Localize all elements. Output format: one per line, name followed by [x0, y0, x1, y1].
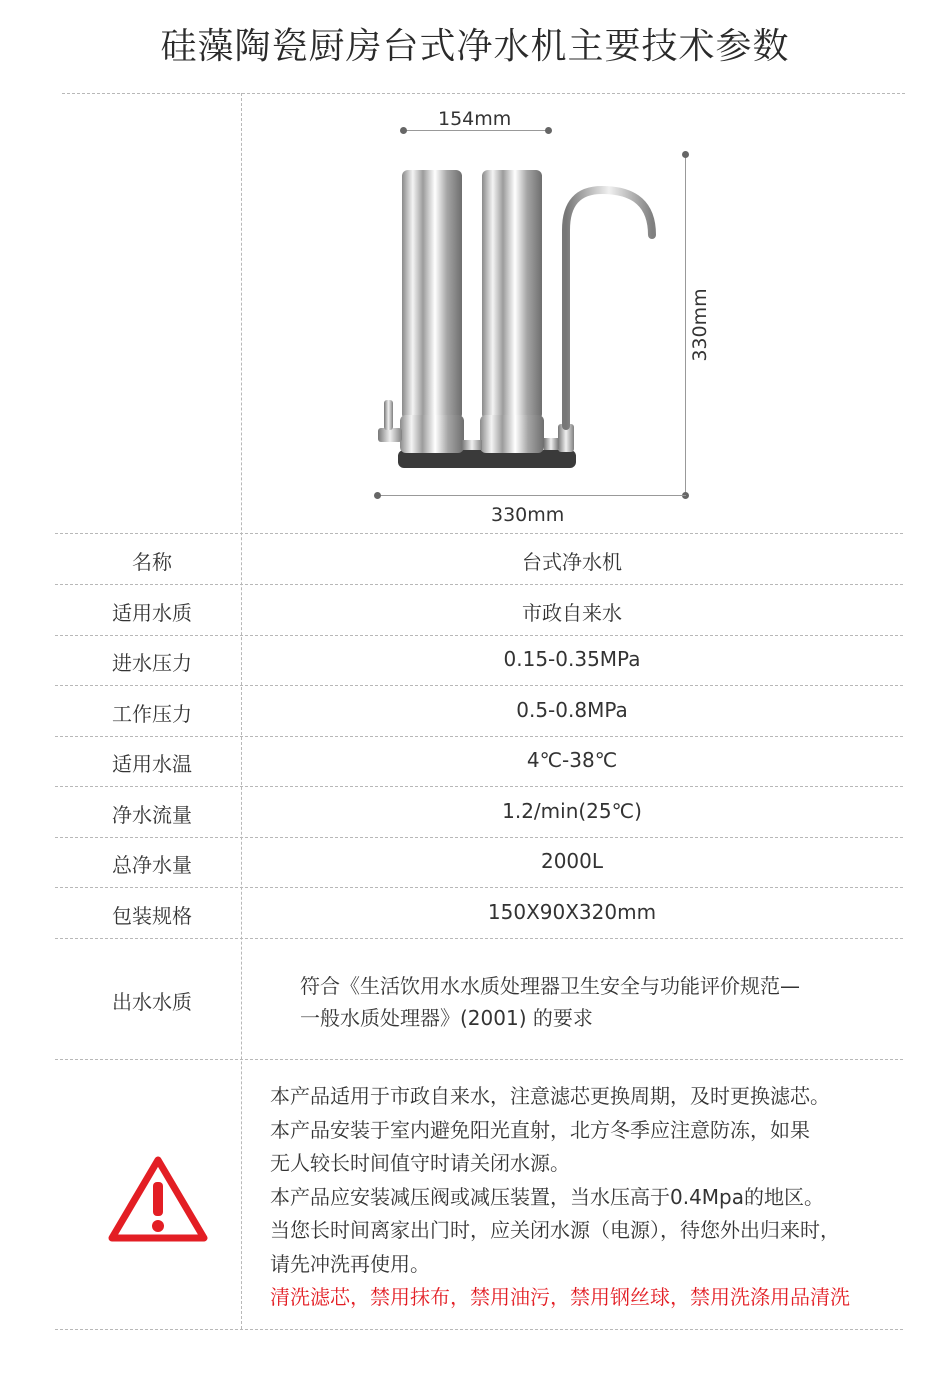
height-dimension-label: 330mm — [689, 288, 711, 362]
spec-label-total-volume: 总净水量 — [112, 853, 192, 877]
divider — [55, 533, 903, 534]
spec-label-water-temp: 适用水温 — [112, 752, 192, 776]
spec-value-water-type: 市政自来水 — [522, 601, 622, 625]
dimension-dot — [400, 127, 407, 134]
spec-value-flow-rate: 1.2/min(25℃) — [502, 799, 642, 823]
spec-label-water-quality: 出水水质 — [112, 990, 192, 1014]
spec-value-inlet-pressure: 0.15-0.35MPa — [503, 647, 641, 671]
base-dimension-line — [378, 495, 686, 496]
page-title: 硅藻陶瓷厨房台式净水机主要技术参数 — [160, 26, 790, 67]
divider — [55, 887, 903, 888]
note-line: 本产品应安装减压阀或减压装置，当水压高于0.4Mpa的地区。 — [270, 1184, 825, 1209]
note-line: 本产品安装于室内避免阳光直射，北方冬季应注意防冻，如果 — [270, 1117, 810, 1142]
warning-icon — [106, 1154, 210, 1246]
dimension-dot — [545, 127, 552, 134]
divider — [55, 584, 903, 585]
base-dimension-label: 330mm — [491, 504, 565, 526]
note-line: 本产品适用于市政自来水，注意滤芯更换周期，及时更换滤芯。 — [270, 1084, 830, 1108]
water-filter-image — [370, 160, 670, 480]
dimension-dot — [682, 151, 689, 158]
usage-notes — [270, 1080, 910, 1315]
divider — [55, 685, 903, 686]
water-quality-line: 符合《生活饮用水水质处理器卫生安全与功能评价规范— — [300, 974, 800, 998]
divider-bottom — [55, 1329, 903, 1330]
note-line: 请先冲洗再使用。 — [270, 1251, 430, 1276]
spec-label-flow-rate: 净水流量 — [112, 803, 192, 827]
spec-label-working-pressure: 工作压力 — [112, 702, 192, 726]
width-dimension-label: 154mm — [438, 108, 512, 130]
spec-value-water-temp: 4℃-38℃ — [526, 748, 618, 772]
width-dimension-line — [404, 130, 549, 131]
divider — [55, 938, 903, 939]
water-quality-line: 一般水质处理器》(2001) 的要求 — [300, 1006, 593, 1030]
spec-value-working-pressure: 0.5-0.8MPa — [516, 698, 628, 722]
height-dimension-line — [685, 155, 686, 495]
spec-value-water-quality — [300, 970, 880, 1034]
spec-value-package-size: 150X90X320mm — [487, 900, 657, 924]
note-line: 当您长时间离家出门时，应关闭水源（电源），待您外出归来时， — [270, 1218, 840, 1242]
spec-label-water-type: 适用水质 — [112, 601, 192, 625]
spec-label-package-size: 包装规格 — [112, 904, 192, 928]
spec-value-total-volume: 2000L — [540, 849, 604, 873]
divider-top — [62, 93, 905, 94]
spec-label-name: 名称 — [132, 550, 172, 574]
cleaning-warning: 清洗滤芯，禁用抹布，禁用油污，禁用钢丝球，禁用洗涤用品清洗 — [270, 1285, 850, 1309]
divider — [55, 635, 903, 636]
divider — [55, 736, 903, 737]
note-line: 无人较长时间值守时请关闭水源。 — [270, 1151, 570, 1175]
divider — [55, 786, 903, 787]
spec-label-inlet-pressure: 进水压力 — [112, 651, 192, 675]
spec-value-name: 台式净水机 — [522, 550, 622, 574]
divider — [55, 837, 903, 838]
dimension-dot — [374, 492, 381, 499]
divider — [55, 1059, 903, 1060]
